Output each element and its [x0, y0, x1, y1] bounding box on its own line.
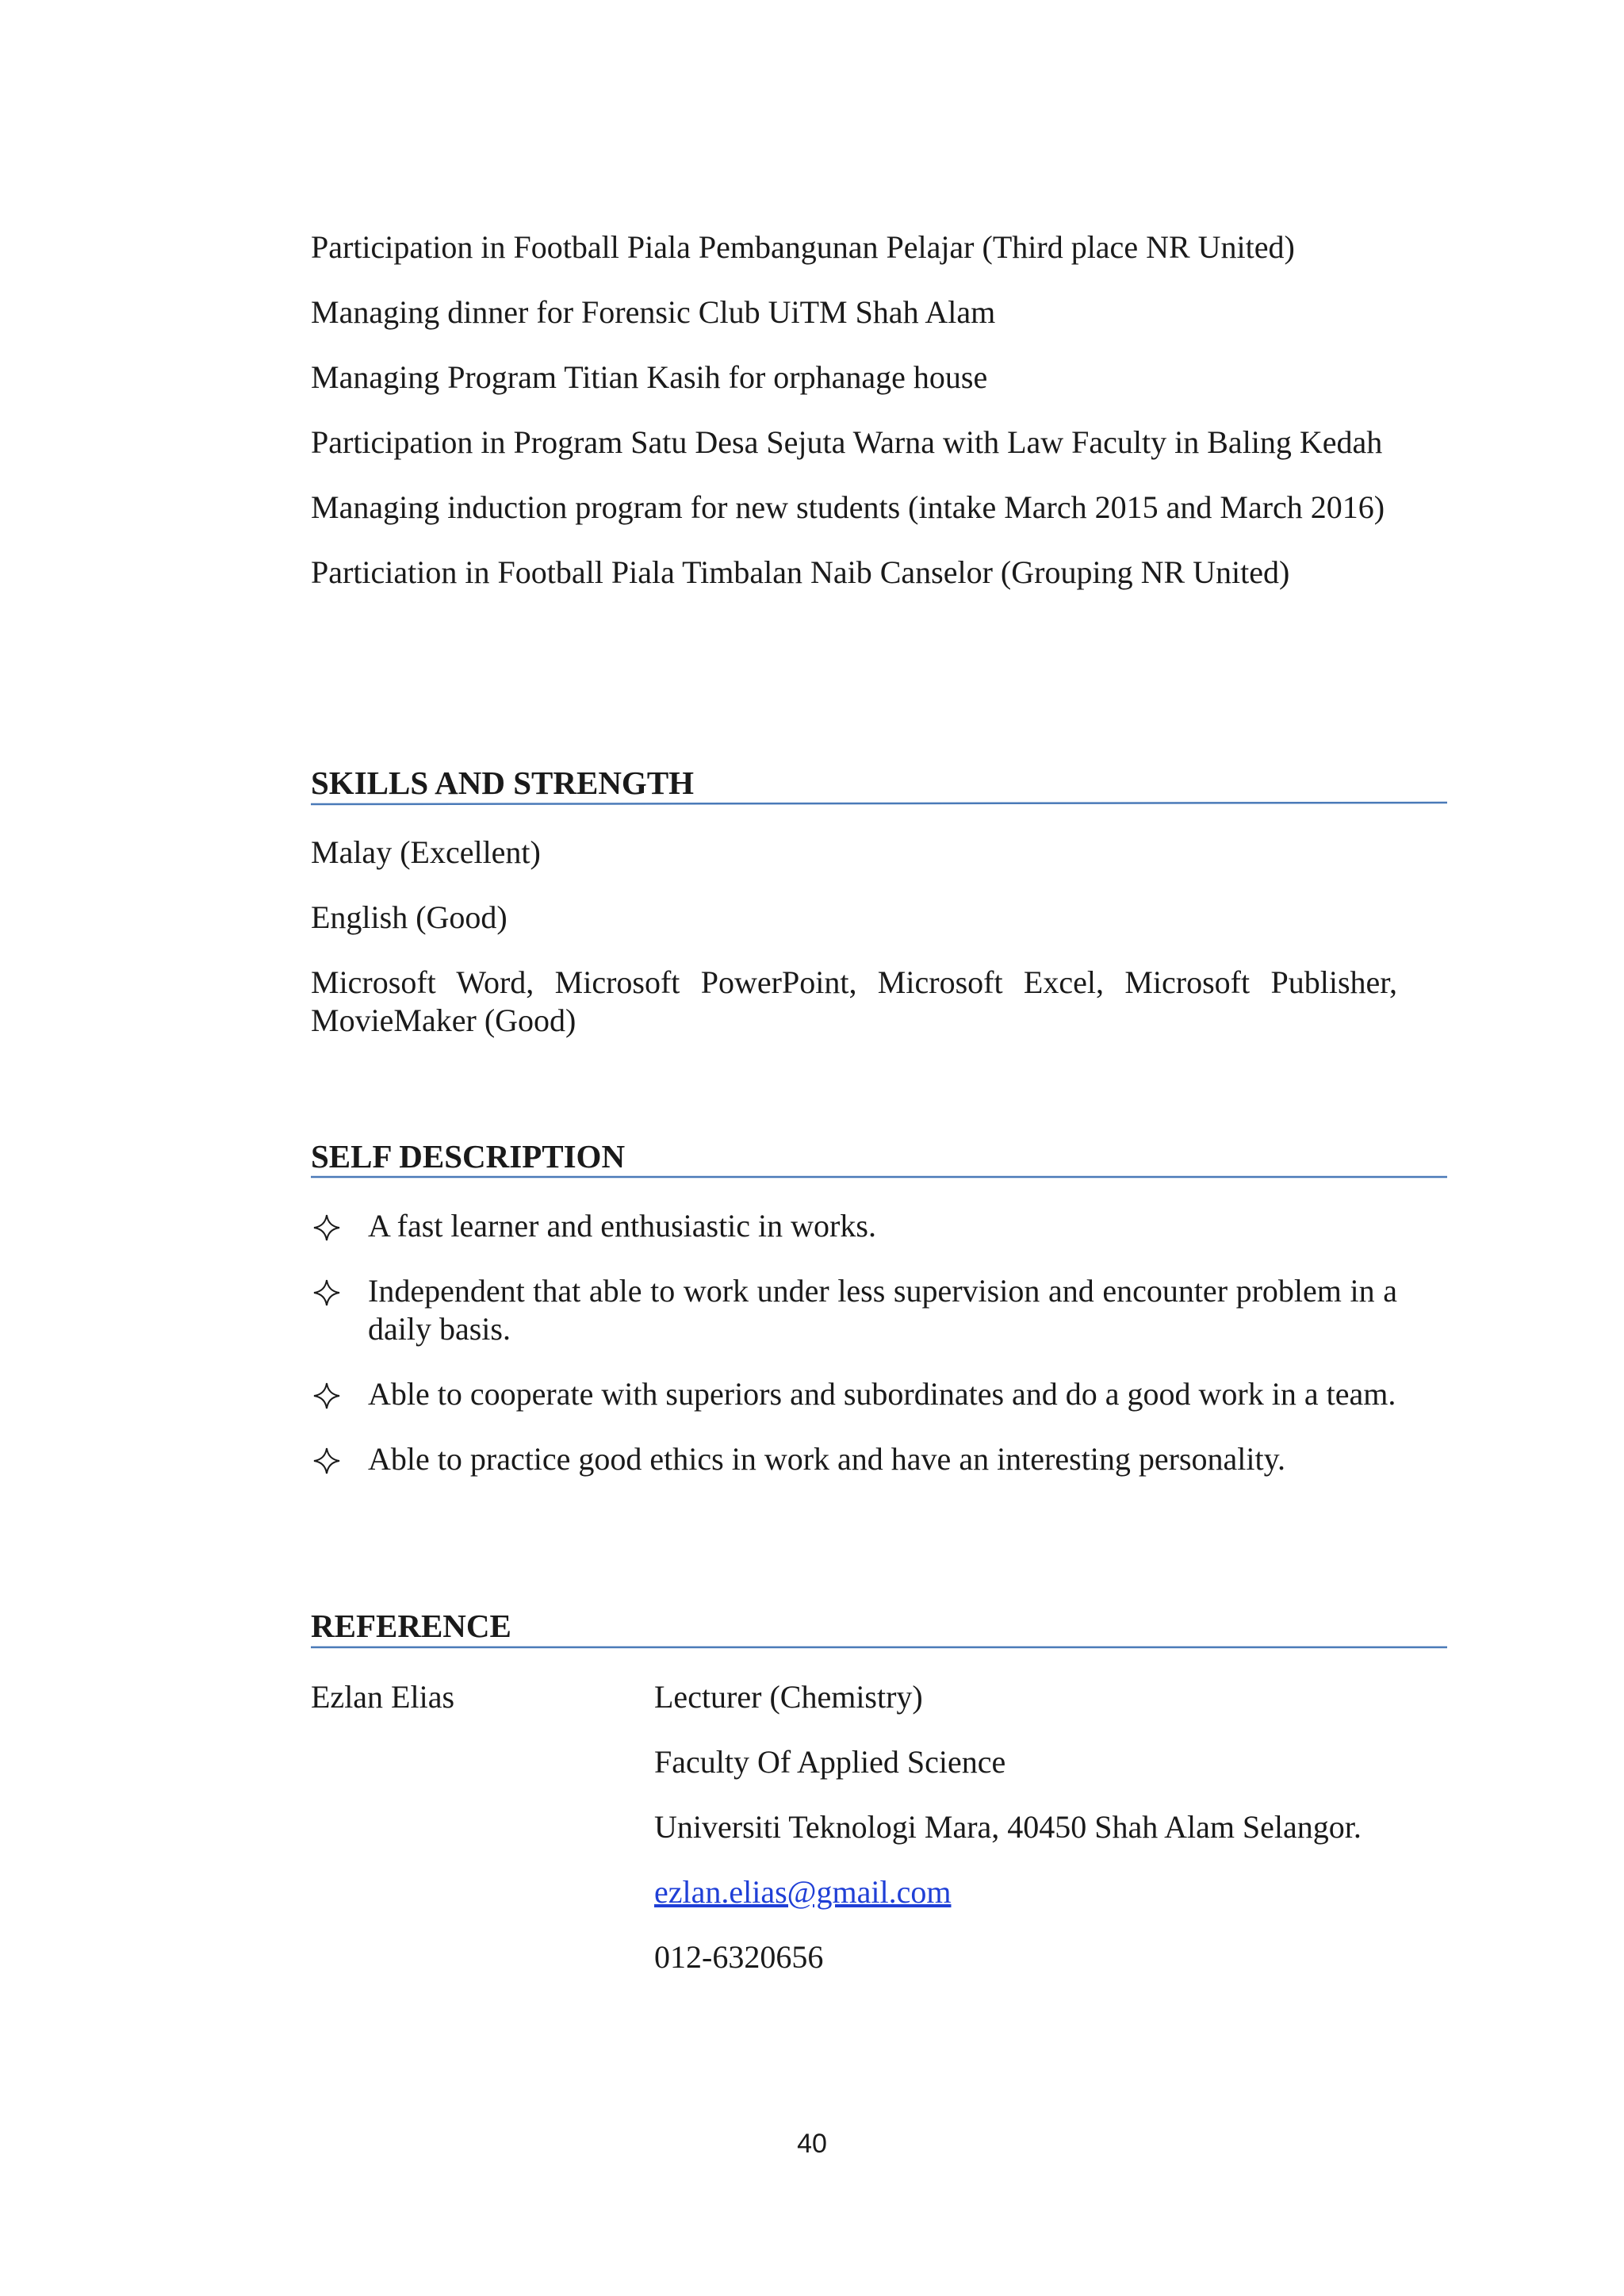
skill-item: English (Good): [311, 899, 508, 935]
skill-item: Microsoft Word, Microsoft PowerPoint, Microsoft Excel, Microsoft Publisher, MovieMaker (Good): [311, 964, 1397, 1038]
self-description-heading: SELF DESCRIPTION: [311, 1138, 626, 1175]
self-description-item: [311, 1207, 1397, 1245]
self-description-item: [311, 1272, 1397, 1348]
skills-heading: SKILLS AND STRENGTH: [311, 765, 695, 801]
self-description-item: [311, 1440, 1397, 1478]
activity-item: Particiation in Football Piala Timbalan Naib Canselor (Grouping NR United): [311, 554, 1290, 590]
reference-email-line: [654, 1873, 1408, 1911]
reference-heading: REFERENCE: [311, 1608, 511, 1644]
reference-name: Ezlan Elias: [311, 1679, 455, 1715]
activity-item: Managing induction program for new students (intake March 2015 and March 2016): [311, 489, 1385, 525]
skills-heading-rule: [311, 801, 1447, 806]
self-description-heading-rule: [311, 1175, 1447, 1179]
skill-item: Malay (Excellent): [311, 834, 541, 870]
activity-item: Managing Program Titian Kasih for orphanage house: [311, 359, 988, 395]
self-description-text: A fast learner and enthusiastic in works.: [368, 1208, 876, 1244]
self-description-item: [311, 1375, 1397, 1413]
activity-item: Managing dinner for Forensic Club UiTM Shah Alam: [311, 294, 996, 330]
self-description-list: [311, 1207, 1397, 1505]
reference-faculty: Faculty Of Applied Science: [654, 1744, 1006, 1780]
self-description-text: Independent that able to work under less supervision and encounter problem in a daily basis.: [368, 1273, 1397, 1347]
reference-email-link[interactable]: ezlan.elias@gmail.com: [654, 1874, 952, 1910]
four-point-star-icon: [312, 1447, 341, 1475]
reference-address: Universiti Teknologi Mara, 40450 Shah Alam Selangor.: [654, 1809, 1362, 1845]
self-description-text: Able to cooperate with superiors and subordinates and do a good work in a team.: [368, 1376, 1396, 1412]
reference-heading-rule: [311, 1645, 1447, 1650]
page-number: 40: [797, 2129, 827, 2159]
four-point-star-icon: [312, 1278, 341, 1307]
reference-phone: 012-6320656: [654, 1939, 824, 1975]
self-description-text: Able to practice good ethics in work and have an interesting personality.: [368, 1441, 1286, 1477]
four-point-star-icon: [312, 1382, 341, 1410]
activity-item: Participation in Football Piala Pembangunan Pelajar (Third place NR United): [311, 229, 1295, 265]
activity-item: Participation in Program Satu Desa Sejuta Warna with Law Faculty in Baling Kedah: [311, 424, 1383, 460]
four-point-star-icon: [312, 1213, 341, 1242]
activities-list: [311, 228, 1397, 619]
skills-list: [311, 834, 1397, 1067]
reference-details: [654, 1678, 1408, 2003]
reference-position: Lecturer (Chemistry): [654, 1679, 923, 1715]
